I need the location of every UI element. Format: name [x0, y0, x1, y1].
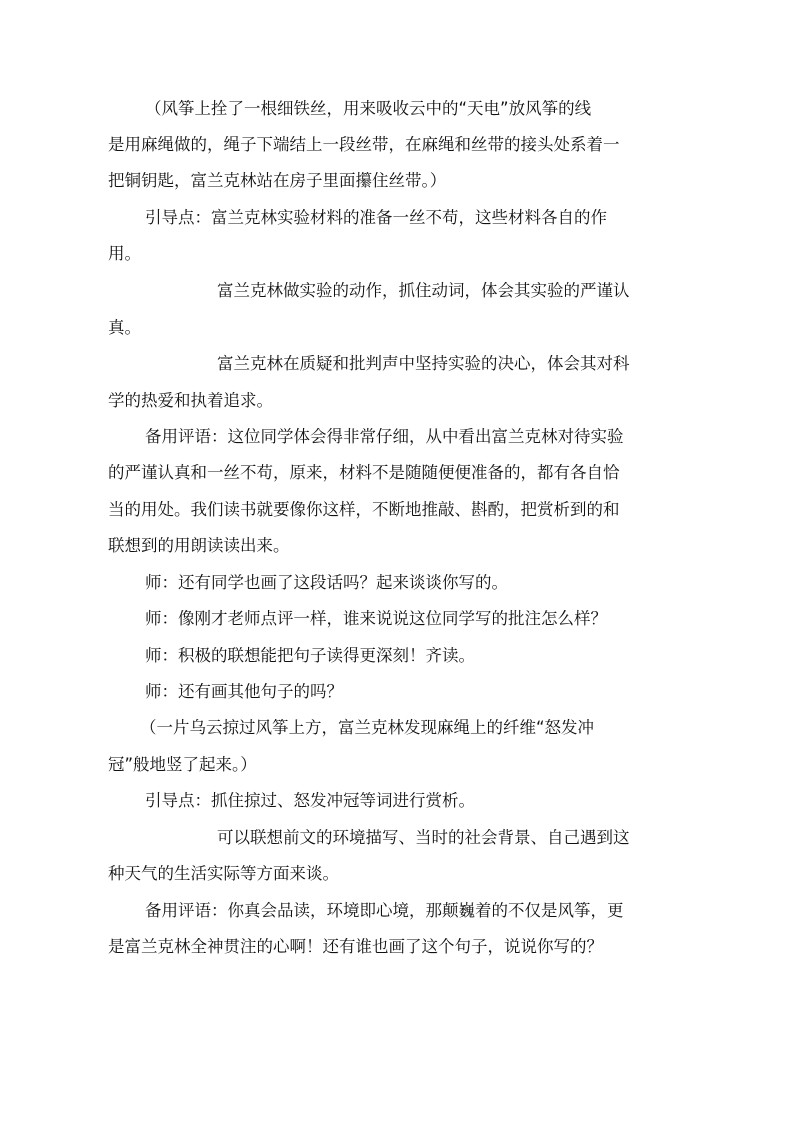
- text-line: 备用评语：你真会品读，环境即心境，那颠巍着的不仅是风筝，更: [145, 901, 624, 920]
- text-line: （一片乌云掠过风筝上方，富兰克林发现麻绳上的纤维“怒发冲: [140, 718, 595, 737]
- text-line: 引导点：抓住掠过、怒发冲冠等词进行赏析。: [145, 791, 475, 810]
- text-line: （风筝上拴了一根细铁丝，用来吸收云中的“天电”放风筝的线: [145, 99, 592, 118]
- text-line: 师：还有同学也画了这段话吗？起来谈谈你写的。: [145, 573, 508, 592]
- text-line: 引导点：富兰克林实验材料的准备一丝不苟，这些材料各自的作: [145, 208, 607, 227]
- text-line: 当的用处。我们读书就要像你这样，不断地推敲、斟酌，把赏析到的和: [108, 500, 620, 519]
- text-line: 师：像刚才老师点评一样，谁来说说这位同学写的批注怎么样？: [145, 609, 607, 628]
- text-line: 联想到的用朗读读出来。: [108, 536, 290, 555]
- text-line: 师：还有画其他句子的吗？: [145, 682, 343, 701]
- text-line: 把铜钥匙，富兰克林站在房子里面攥住丝带。）: [108, 171, 447, 190]
- text-line: 备用评语：这位同学体会得非常仔细，从中看出富兰克林对待实验: [145, 427, 624, 446]
- text-line: 种天气的生活实际等方面来谈。: [108, 864, 339, 883]
- text-line: 的严谨认真和一丝不苟，原来，材料不是随随便便准备的，都有各自恰: [108, 463, 620, 482]
- text-line: 师：积极的联想能把句子读得更深刻！齐读。: [145, 646, 475, 665]
- text-line: 是用麻绳做的，绳子下端结上一段丝带，在麻绳和丝带的接头处系着一: [108, 135, 620, 154]
- text-line: 用。: [108, 244, 141, 263]
- text-line: 可以联想前文的环境描写、当时的社会背景、自己遇到这: [217, 828, 630, 847]
- text-line: 富兰克林做实验的动作，抓住动词，体会其实验的严谨认: [217, 281, 630, 300]
- text-line: 真。: [108, 318, 141, 337]
- text-line: 是富兰克林全神贯注的心啊！还有谁也画了这个句子，说说你写的？: [108, 937, 603, 956]
- text-line: 学的热爱和执着追求。: [108, 391, 273, 410]
- text-line: 富兰克林在质疑和批判声中坚持实验的决心，体会其对科: [217, 354, 630, 373]
- text-line: 冠”般地竖了起来。）: [108, 755, 257, 774]
